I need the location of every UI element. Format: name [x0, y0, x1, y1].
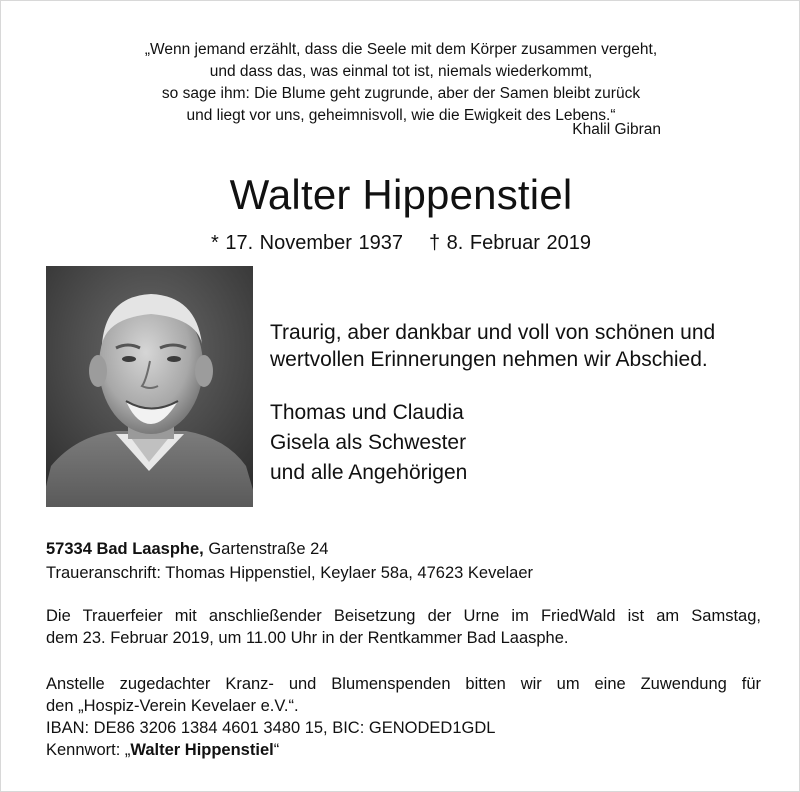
deceased-name: Walter Hippenstiel: [229, 171, 573, 218]
life-dates: [1, 232, 800, 255]
mourning-address: Traueranschrift: Thomas Hippenstiel, Keylaer 58a, 47623 Kevelaer: [46, 564, 534, 582]
donation-line: Anstelle zugedachter Kranz- und Blumenspenden bitten wir um eine Zuwendung für: [46, 675, 761, 693]
message-line: Traurig, aber dankbar und voll von schönen und: [270, 321, 716, 344]
quote-block: [1, 39, 800, 127]
mourner-line: Thomas und Claudia: [270, 401, 464, 424]
quote-line: „Wenn jemand erzählt, dass die Seele mit dem Körper zusammen vergeht,: [144, 41, 658, 58]
keyword-value: Walter Hippenstiel: [130, 741, 274, 759]
mourners-list: [270, 398, 467, 488]
ceremony-line: Die Trauerfeier mit anschließender Beisetzung der Urne im FriedWald ist am Samstag,: [46, 607, 761, 625]
ceremony-info: [46, 605, 761, 649]
portrait-photo: [46, 266, 253, 507]
mourner-line: Gisela als Schwester: [270, 431, 467, 454]
quote-line: und liegt vor uns, geheimnisvoll, wie die Ewigkeit des Lebens.“: [186, 107, 616, 124]
donation-line: den „Hospiz-Verein Kevelaer e.V.“.: [46, 697, 299, 715]
quote-author: Khalil Gibran: [572, 121, 661, 138]
keyword-label: Kennwort: „: [46, 741, 131, 759]
bank-details: IBAN: DE86 3206 1384 4601 3480 15, BIC: GENODED1GDL: [46, 719, 496, 737]
donation-info: [46, 673, 761, 761]
death-date: † 8. Februar 2019: [429, 232, 591, 254]
birth-date: * 17. November 1937: [210, 232, 403, 254]
ceremony-line: dem 23. Februar 2019, um 11.00 Uhr in der Rentkammer Bad Laasphe.: [46, 629, 569, 647]
address-block: [46, 537, 533, 585]
quote-line: und dass das, was einmal tot ist, niemals wiederkommt,: [209, 63, 593, 80]
farewell-message: [270, 319, 715, 373]
donation-keyword: [46, 739, 761, 761]
keyword-close: “: [273, 741, 280, 759]
residence-street: Gartenstraße 24: [208, 540, 329, 558]
quote-line: so sage ihm: Die Blume geht zugrunde, aber der Samen bleibt zurück: [161, 85, 641, 102]
mourner-line: und alle Angehörigen: [270, 461, 468, 484]
message-line: wertvollen Erinnerungen nehmen wir Abschied.: [270, 348, 708, 371]
residence-city: 57334 Bad Laasphe,: [46, 540, 204, 558]
